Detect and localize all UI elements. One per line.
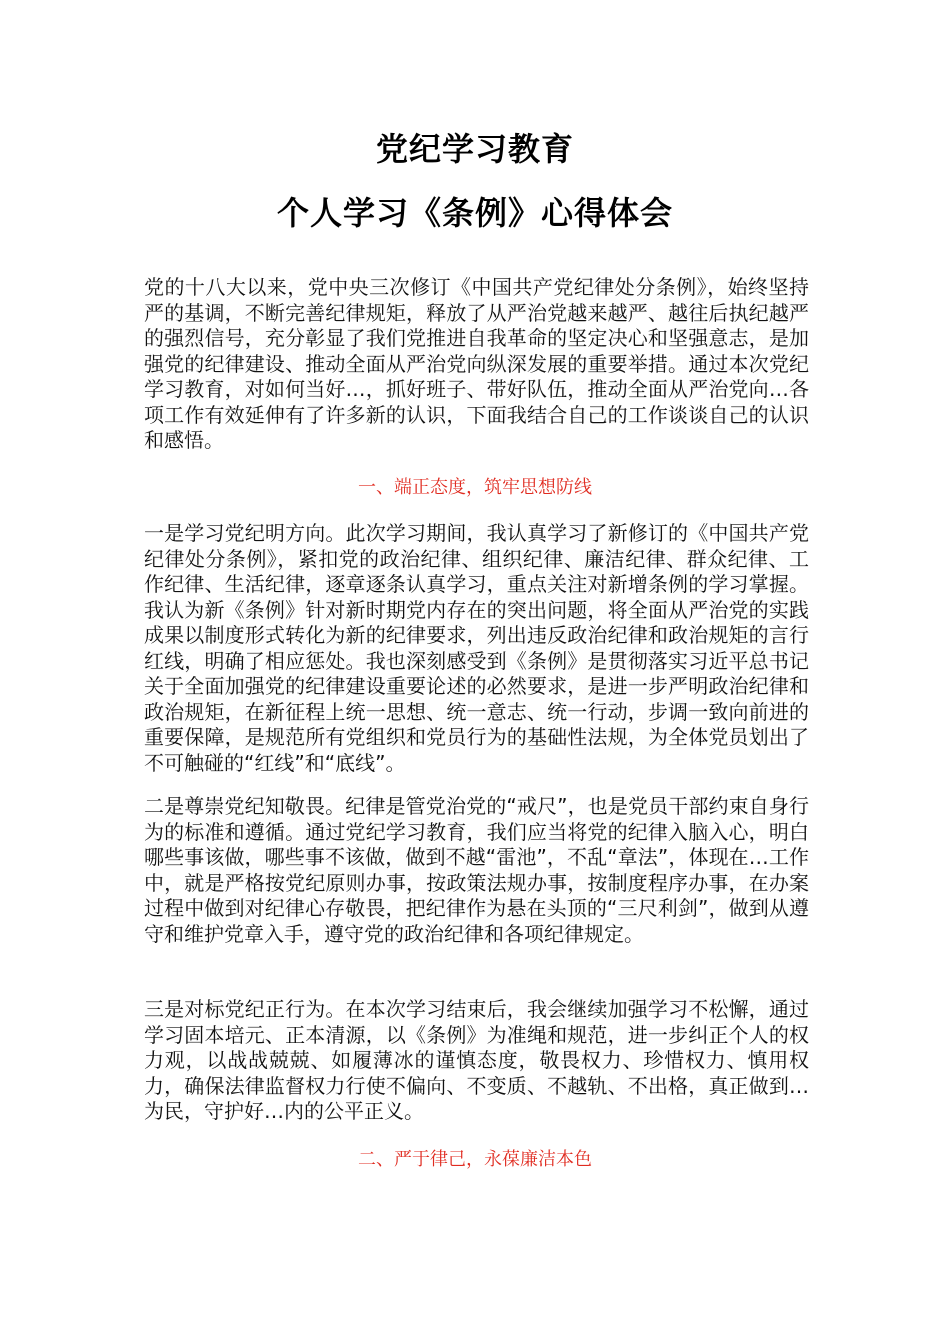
paragraph-correct-behavior: 三是对标党纪正行为。在本次学习结束后，我会继续加强学习不松懈，通过学习固本培元、正本清源，以《条例》为准绳和规范，进一步纠正个人的权力观，以战战兢兢、如履薄冰的谨慎态度，敬畏权力、珍惜权力、慎用权力，确保法律监督权力行使不偏向、不变质、不越轨、不出格，真正做到…为民，守护好…内的公平正义。	[144, 997, 809, 1123]
section-heading-1: 一、端正态度，筑牢思想防线	[358, 477, 592, 498]
intro-paragraph: 党的十八大以来，党中央三次修订《中国共产党纪律处分条例》，始终坚持严的基调，不断完善纪律规矩，释放了从严治党越来越严、越往后执纪越严的强烈信号，充分彰显了我们党推进自我革命的坚定决心和坚强意志，是加强党的纪律建设、推动全面从严治党向纵深发展的重要举措。通过本次党纪学习教育，对如何当好…，抓好班子、带好队伍，推动全面从严治党向…各项工作有效延伸有了许多新的认识，下面我结合自己的工作谈谈自己的认识和感悟。	[144, 275, 809, 452]
paragraph-study-discipline: 一是学习党纪明方向。此次学习期间，我认真学习了新修订的《中国共产党纪律处分条例》，紧扣党的政治纪律、组织纪律、廉洁纪律、群众纪律、工作纪律、生活纪律，逐章逐条认真学习，重点关注对新增条例的学习掌握。我认为新《条例》针对新时期党内存在的突出问题，将全面从严治党的实践成果以制度形式转化为新的纪律要求，列出违反政治纪律和政治规矩的言行红线，明确了相应惩处。我也深刻感受到《条例》是贯彻落实习近平总书记关于全面加强党的纪律建设重要论述的必然要求，是进一步严明政治纪律和政治规矩，在新征程上统一思想、统一意志、统一行动，步调一致向前进的重要保障，是规范所有党组织和党员行为的基础性法规，为全体党员划出了不可触碰的“红线”和“底线”。	[144, 521, 809, 775]
document-title-line-1: 党纪学习教育	[375, 130, 574, 168]
document-title-line-2: 个人学习《条例》心得体会	[276, 194, 673, 232]
section-heading-2: 二、严于律己，永葆廉洁本色	[358, 1149, 592, 1170]
paragraph-respect-discipline: 二是尊崇党纪知敬畏。纪律是管党治党的“戒尺”，也是党员干部约束自身行为的标准和遵循。通过党纪学习教育，我们应当将党的纪律入脑入心，明白哪些事该做，哪些事不该做，做到不越“雷池”，不乱“章法”，体现在…工作中，就是严格按党纪原则办事，按政策法规办事，按制度程序办事，在办案过程中做到对纪律心存敬畏，把纪律作为悬在头顶的“三尺利剑”，做到从遵守和维护党章入手，遵守党的政治纪律和各项纪律规定。	[144, 794, 809, 946]
